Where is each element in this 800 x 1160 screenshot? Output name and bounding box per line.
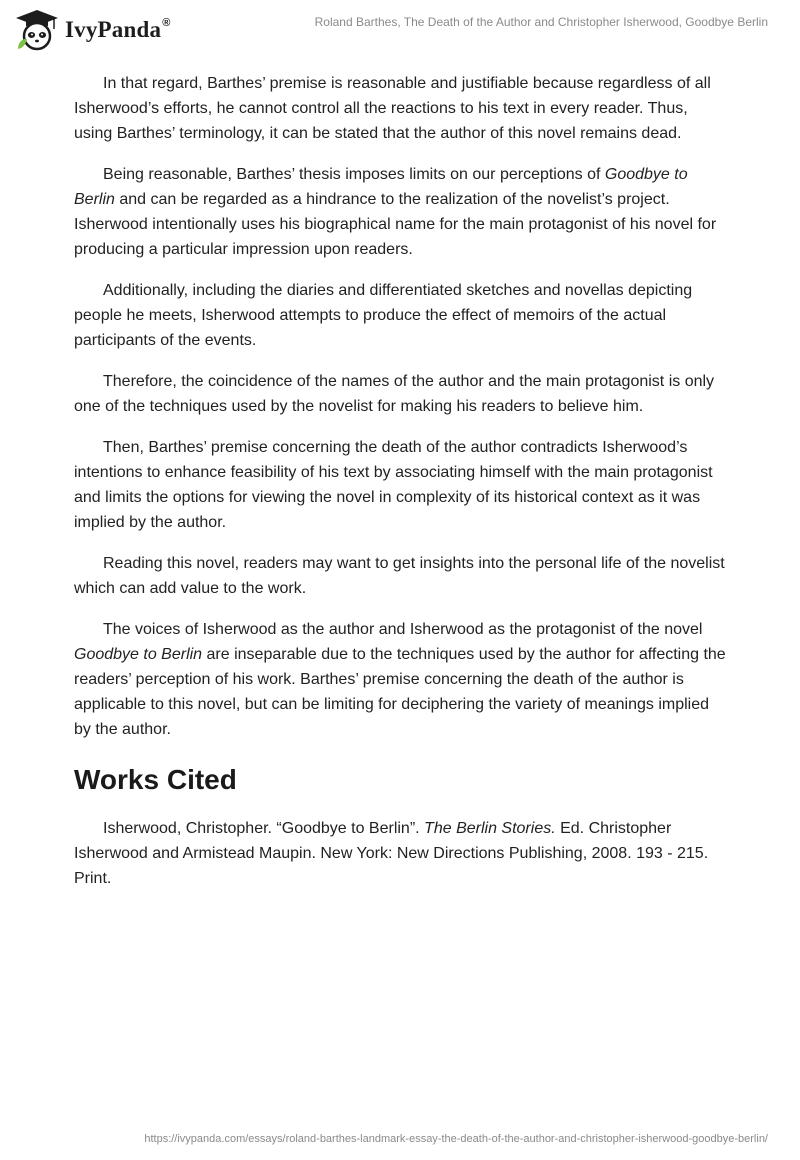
paragraph-6: Reading this novel, readers may want to get insights into the personal life of the novelist which can add value to the work.	[74, 555, 725, 597]
paragraph-2: Being reasonable, Barthes’ thesis imposes limits on our perceptions of Goodbye to Berlin and can be regarded as a hindrance to the realization of the novelist’s project. Isherwood intentionally uses his biographical name for the main protagonist of his novel for producing a particular impression upon readers.	[74, 166, 717, 258]
ivypanda-logo[interactable]	[14, 8, 171, 52]
paragraph-4: Therefore, the coincidence of the names of the author and the main protagonist is only one of the techniques used by the novelist for making his readers to believe him.	[74, 373, 715, 415]
paragraph-3: Additionally, including the diaries and differentiated sketches and novellas depicting people he meets, Isherwood attempts to produce the effect of memoirs of the actual participants of the events.	[74, 282, 693, 349]
paragraph-7: The voices of Isherwood as the author and Isherwood as the protagonist of the novel Goodbye to Berlin are inseparable due to the techniques used by the author for affecting the readers’ perception of his work. Barthes’ premise concerning the death of the author is applicable to this novel, but can be limiting for deciphering the variety of meanings implied by the author.	[74, 621, 726, 738]
panda-graduate-icon	[14, 8, 60, 52]
page-header	[0, 0, 800, 60]
paragraph-5: Then, Barthes’ premise concerning the death of the author contradicts Isherwood’s intentions to enhance feasibility of his text by associating himself with the main protagonist and limits the options for viewing the novel in complexity of its historical context as it was implied by the author.	[74, 439, 713, 531]
essay-body	[74, 71, 726, 907]
logo-wordmark: IvyPanda®	[65, 17, 171, 42]
source-url[interactable]: https://ivypanda.com/essays/roland-barthes-landmark-essay-the-death-of-the-author-and-christopher-isherwood-goodbye-berlin/	[144, 1133, 768, 1145]
works-cited-heading: Works Cited	[74, 764, 237, 795]
novel-title-italic: Goodbye to Berlin	[74, 646, 203, 663]
running-title: Roland Barthes, The Death of the Author and Christopher Isherwood, Goodbye Berlin	[314, 15, 768, 29]
book-title-italic: The Berlin Stories.	[424, 820, 556, 837]
registered-mark: ®	[162, 17, 171, 29]
paragraph-1: In that regard, Barthes’ premise is reasonable and justifiable because regardless of all Isherwood’s efforts, he cannot control all the reactions to his text in every reader. Thus, using Barthes’ terminology, it can be stated that the author of this novel remains dead.	[74, 75, 711, 142]
citation-entry: Isherwood, Christopher. “Goodbye to Berlin”. The Berlin Stories. Ed. Christopher Isherwood and Armistead Maupin. New York: New Directions Publishing, 2008. 193 - 215. Print.	[74, 820, 709, 887]
novel-title-italic: Goodbye to Berlin	[74, 166, 688, 208]
